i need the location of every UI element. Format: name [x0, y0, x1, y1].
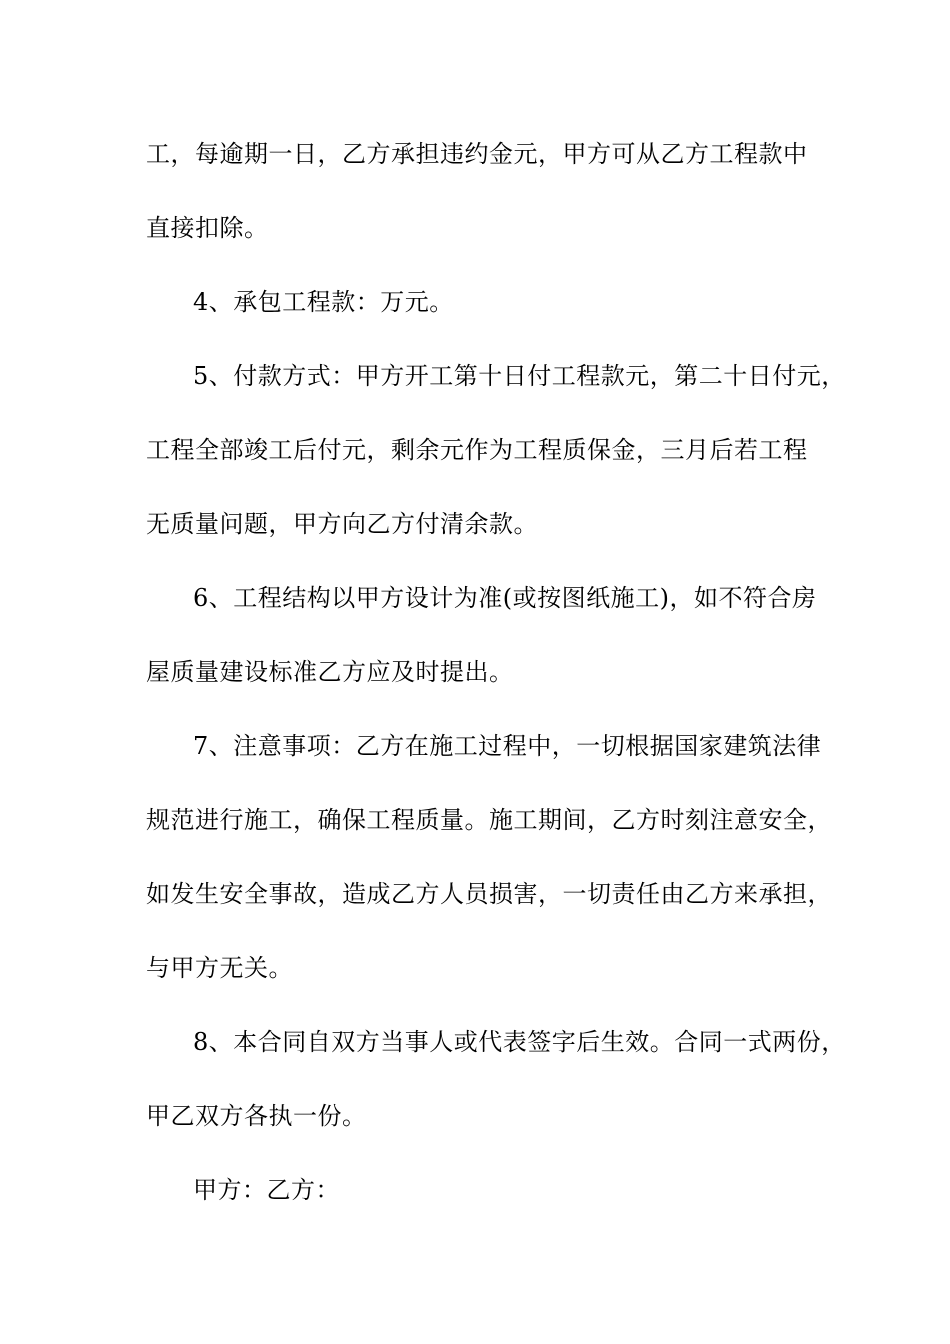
clause-5: 5、付款方式：甲方开工第十日付工程款元，第二十日付元，	[193, 362, 846, 390]
text-line-10: 规范进行施工，确保工程质量。施工期间，乙方时刻注意安全，	[146, 806, 832, 834]
text-line-1: 工，每逾期一日，乙方承担违约金元，甲方可从乙方工程款中	[146, 140, 808, 168]
text-line-8: 屋质量建设标准乙方应及时提出。	[146, 658, 514, 686]
clause-4: 4、承包工程款：万元。	[193, 288, 454, 316]
clause-6: 6、工程结构以甲方设计为准(或按图纸施工)，如不符合房	[193, 584, 817, 612]
text-line-5: 工程全部竣工后付元，剩余元作为工程质保金，三月后若工程	[146, 436, 808, 464]
clause-8: 8、本合同自双方当事人或代表签字后生效。合同一式两份，	[193, 1028, 846, 1056]
text-line-12: 与甲方无关。	[146, 954, 293, 982]
text-line-6: 无质量问题，甲方向乙方付清余款。	[146, 510, 538, 538]
signature-line: 甲方：乙方：	[193, 1176, 340, 1204]
clause-7: 7、注意事项：乙方在施工过程中，一切根据国家建筑法律	[193, 732, 822, 760]
text-line-2: 直接扣除。	[146, 214, 269, 242]
text-line-11: 如发生安全事故，造成乙方人员损害，一切责任由乙方来承担，	[146, 880, 832, 908]
text-line-14: 甲乙双方各执一份。	[146, 1102, 367, 1130]
